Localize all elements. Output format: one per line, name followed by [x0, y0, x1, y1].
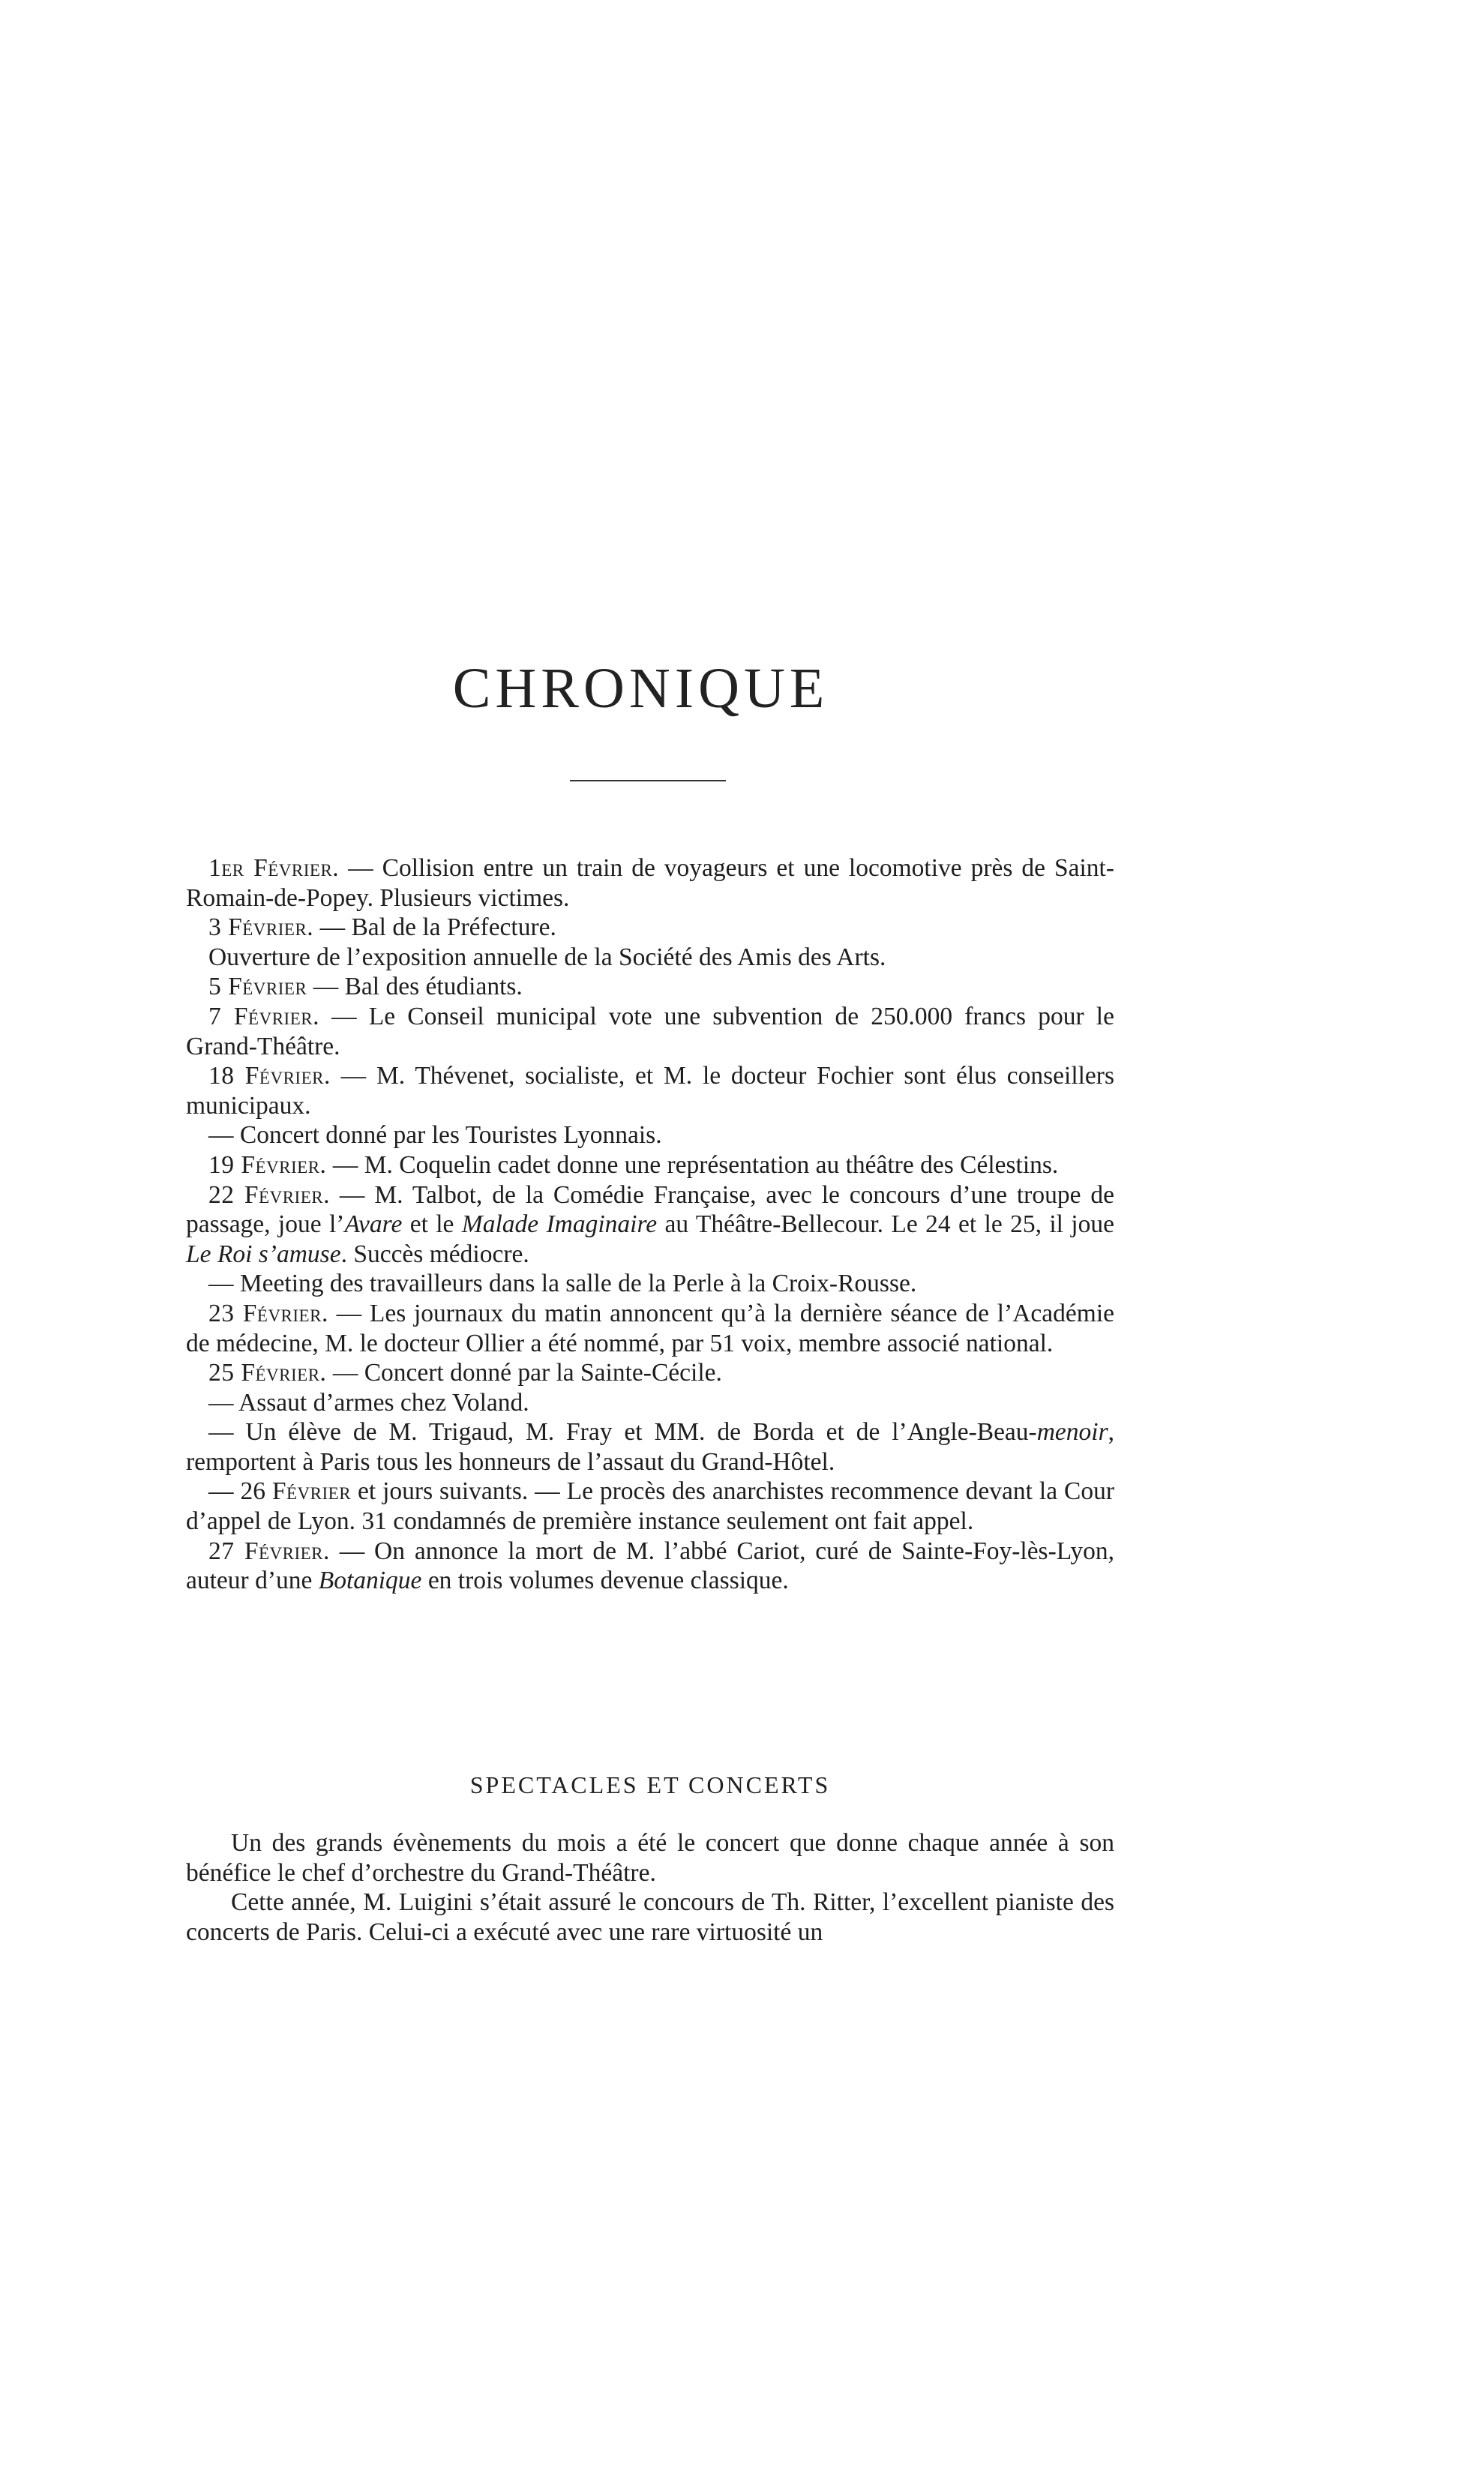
- italic-text: menoir: [1036, 1418, 1108, 1447]
- paragraph: Cette année, M. Luigini s’était assuré le concours de Th. Ritter, l’excellent pianiste des concerts de Paris. Celui-ci a exécuté avec une rare virtuosité un: [186, 1888, 1114, 1946]
- entry-10: [186, 1269, 1114, 1299]
- book-title: Botanique: [318, 1567, 422, 1595]
- entry-date: 3 Février.: [208, 913, 314, 942]
- entry-text: et jours suivants. — Le procès des anarchistes recommence devant la Cour d’appel de Lyon. 31 condamnés de première instance seulement ont fait appel.: [186, 1477, 1114, 1536]
- entry-3: [186, 943, 1114, 973]
- play-title: Avare: [344, 1210, 403, 1239]
- entry-text: — Un élève de M. Trigaud, M. Fray et MM. de Borda et de l’Angle-Beau-: [208, 1418, 1037, 1447]
- entry-14: [186, 1417, 1114, 1477]
- entry-text: — Les journaux du matin annoncent qu’à la dernière séance de l’Académie de médecine, M. le docteur Ollier a été nommé, par 51 voix, membre associé national.: [186, 1299, 1114, 1357]
- entry-4: [186, 972, 1114, 1002]
- entry-date: 18 Février.: [208, 1062, 331, 1090]
- page-title: CHRONIQUE: [452, 657, 829, 720]
- entry-text: — Meeting des travailleurs dans la salle de la Perle à la Croix-Rousse.: [208, 1270, 917, 1298]
- entry-12: [186, 1358, 1114, 1388]
- entry-text: — Bal des étudiants.: [307, 973, 523, 1001]
- entry-date: 25 Février.: [208, 1359, 327, 1387]
- entry-7: [186, 1120, 1114, 1150]
- play-title: Malade Imaginaire: [461, 1210, 658, 1239]
- entry-text: — Assaut d’armes chez Voland.: [208, 1388, 529, 1417]
- entry-text: — Concert donné par la Sainte-Cécile.: [326, 1359, 722, 1387]
- entry-date: 27 Février.: [208, 1537, 330, 1565]
- concerts-section: [186, 1828, 1114, 1947]
- entry-date: 1er Février.: [208, 854, 340, 882]
- entry-date: Février: [271, 1477, 352, 1506]
- play-title: Le Roi s’amuse: [186, 1240, 341, 1268]
- entry-date: 19 Février.: [208, 1150, 327, 1179]
- paragraph: Un des grands évènements du mois a été le concert que donne chaque année à son bénéfice le chef d’orchestre du Grand-Théâtre.: [186, 1829, 1114, 1887]
- chronicle-entries: [186, 853, 1114, 1596]
- entry-2: [186, 913, 1114, 943]
- entry-text: Ouverture de l’exposition annuelle de la Société des Amis des Arts.: [208, 943, 886, 971]
- entry-text: — Concert donné par les Touristes Lyonnais.: [208, 1121, 662, 1150]
- entry-text: au Théâtre-Bellecour. Le 24 et le 25, il joue: [657, 1210, 1114, 1239]
- entry-text: — M. Talbot, de la Comédie Française, avec le concours d’une troupe de passage, joue l’: [186, 1180, 1114, 1239]
- title-divider: [570, 780, 726, 781]
- entry-1: [186, 853, 1114, 913]
- entry-date: 23 Février.: [208, 1299, 328, 1327]
- entry-13: [186, 1388, 1114, 1418]
- entry-prefix: — 26: [208, 1477, 272, 1506]
- entry-text: — M. Thévenet, socialiste, et M. le docteur Fochier sont élus conseillers municipaux.: [186, 1062, 1114, 1120]
- entry-6: [186, 1061, 1114, 1120]
- entry-text: . Succès médiocre.: [340, 1240, 529, 1268]
- entry-9: [186, 1180, 1114, 1270]
- entry-date: 22 Février.: [208, 1180, 330, 1209]
- entry-text: — On annonce la mort de M. l’abbé Cariot, curé de Sainte-Foy-lès-Lyon, auteur d’une: [186, 1537, 1114, 1595]
- entry-text: — Bal de la Préfecture.: [313, 913, 556, 942]
- entry-15: [186, 1477, 1114, 1536]
- entry-text: — M. Coquelin cadet donne une représentation au théâtre des Célestins.: [326, 1150, 1059, 1179]
- entry-16: [186, 1537, 1114, 1596]
- entry-8: [186, 1150, 1114, 1180]
- entry-date: 7 Février.: [208, 1002, 319, 1030]
- entry-text: — Le Conseil municipal vote une subvention de 250.000 francs pour le Grand-Théâtre.: [186, 1002, 1114, 1060]
- entry-text: en trois volumes devenue classique.: [421, 1567, 789, 1595]
- entry-text: , remportent à Paris tous les honneurs de l’assaut du Grand-Hôtel.: [186, 1418, 1114, 1476]
- entry-11: [186, 1299, 1114, 1358]
- section-heading: SPECTACLES ET CONCERTS: [469, 1771, 831, 1798]
- entry-text: — Collision entre un train de voyageurs et une locomotive près de Saint-Romain-de-Popey. Plusieurs victimes.: [186, 854, 1114, 912]
- entry-5: [186, 1002, 1114, 1061]
- entry-date: 5 Février: [208, 973, 307, 1001]
- entry-text: et le: [402, 1210, 462, 1239]
